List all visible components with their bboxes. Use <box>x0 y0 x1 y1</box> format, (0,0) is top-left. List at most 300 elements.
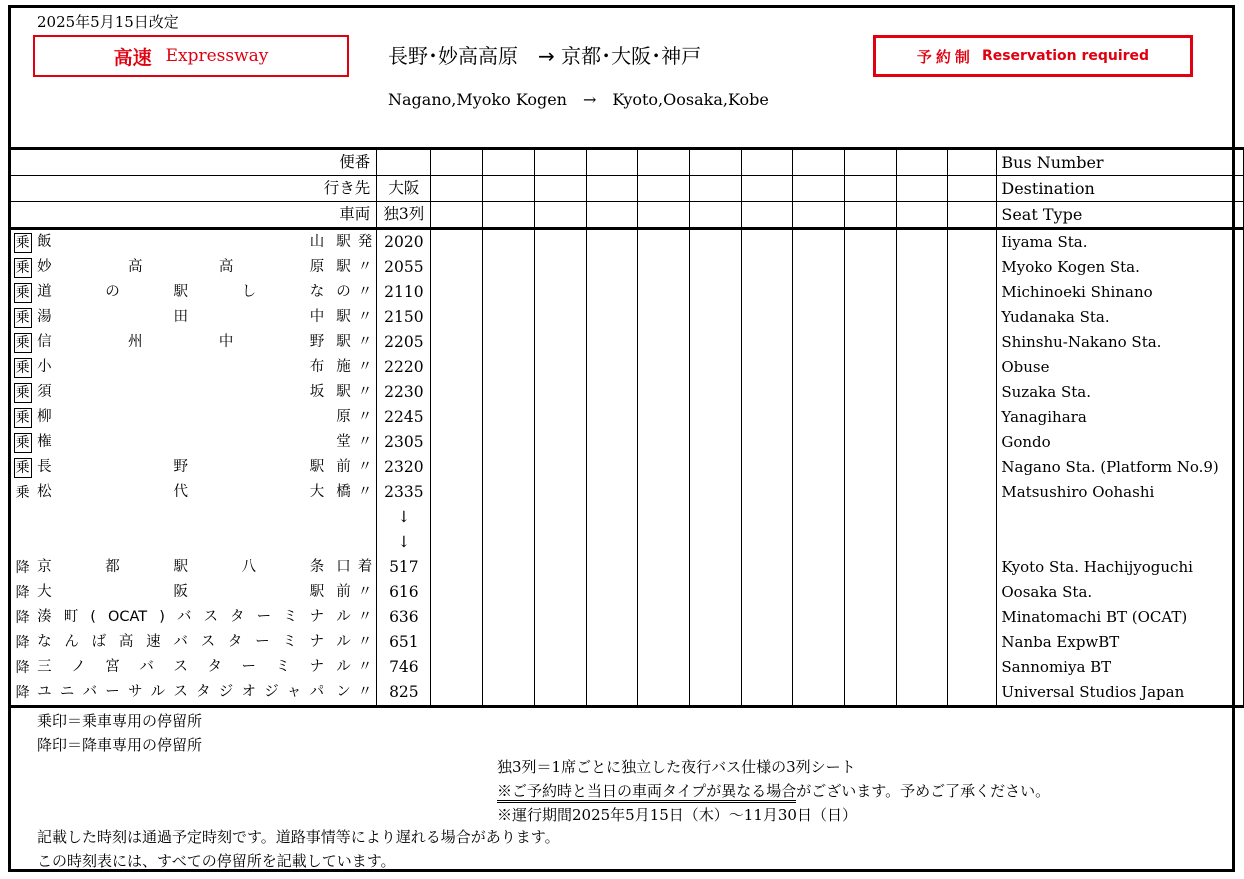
empty-cell <box>483 530 535 555</box>
empty-cell <box>896 530 948 555</box>
empty-cell <box>483 149 535 176</box>
stop-name-en <box>997 530 1244 555</box>
empty-cell <box>896 380 948 405</box>
empty-cell <box>741 530 793 555</box>
stop-name-char: 大 <box>309 484 325 501</box>
stop-name-char: 速 <box>146 634 161 651</box>
stop-row <box>11 555 1244 580</box>
empty-cell <box>948 405 997 430</box>
header-label-jp: 行き先 <box>11 176 377 202</box>
empty-cell <box>948 149 997 176</box>
stop-mark <box>11 655 35 680</box>
empty-cell <box>431 229 483 256</box>
empty-cell <box>689 480 741 505</box>
empty-cell <box>896 455 948 480</box>
stop-name-char: な <box>309 284 325 301</box>
stop-name-char: 駅 <box>309 584 325 601</box>
empty-cell <box>793 202 845 229</box>
stop-name-char: ノ <box>71 659 86 676</box>
empty-cell <box>534 176 586 202</box>
stop-time: 2020 <box>377 229 431 256</box>
stop-name-char: 柳 <box>37 409 52 426</box>
stop-name <box>34 680 377 707</box>
empty-cell <box>741 505 793 530</box>
empty-cell <box>431 405 483 430</box>
empty-cell <box>845 630 897 655</box>
empty-cell <box>483 405 535 430</box>
stop-name <box>34 405 377 430</box>
empty-cell <box>586 405 638 430</box>
empty-cell <box>948 680 997 707</box>
note-vehicle-warning <box>497 780 1050 801</box>
empty-cell <box>845 530 897 555</box>
stop-mark-text: 降 <box>15 684 30 701</box>
stop-time: 2305 <box>377 430 431 455</box>
stop-name-char: 高 <box>118 634 134 651</box>
empty-cell <box>483 280 535 305</box>
empty-cell <box>638 530 690 555</box>
stop-time: ↓ <box>377 530 431 555</box>
empty-cell <box>431 605 483 630</box>
empty-cell <box>431 280 483 305</box>
empty-cell <box>483 202 535 229</box>
stop-name-char: 妙 <box>37 259 52 276</box>
empty-cell <box>948 355 997 380</box>
stop-type-mark: 〃 <box>357 684 373 701</box>
empty-cell <box>483 330 535 355</box>
empty-cell <box>534 580 586 605</box>
empty-cell <box>948 176 997 202</box>
empty-cell <box>483 380 535 405</box>
empty-cell <box>431 480 483 505</box>
stop-mark-text: 乗 <box>15 359 30 376</box>
empty-cell <box>896 305 948 330</box>
stop-name <box>34 355 377 380</box>
stop-name-en: Suzaka Sta. <box>997 380 1244 405</box>
empty-cell <box>845 405 897 430</box>
empty-cell <box>741 149 793 176</box>
empty-cell <box>431 630 483 655</box>
empty-cell <box>431 580 483 605</box>
stop-mark <box>11 330 35 355</box>
stop-name <box>34 480 377 505</box>
empty-cell <box>586 605 638 630</box>
empty-cell <box>638 280 690 305</box>
empty-cell <box>948 580 997 605</box>
stop-name-char: ス <box>173 684 188 701</box>
empty-cell <box>586 530 638 555</box>
empty-cell <box>534 405 586 430</box>
stop-name-last-char: 口 <box>336 559 351 576</box>
stop-row <box>11 380 1244 405</box>
empty-cell <box>793 555 845 580</box>
empty-cell <box>586 149 638 176</box>
empty-cell <box>845 680 897 707</box>
stop-name-char: ー <box>256 609 272 626</box>
stop-name-en: Universal Studios Japan <box>997 680 1244 707</box>
empty-cell <box>896 655 948 680</box>
empty-cell <box>948 530 997 555</box>
empty-cell <box>638 202 690 229</box>
empty-cell <box>483 655 535 680</box>
stop-name <box>34 455 377 480</box>
stop-name-en: Iiyama Sta. <box>997 229 1244 256</box>
stop-type-mark: 着 <box>357 559 373 576</box>
stop-mark-text: 乗 <box>15 309 30 326</box>
empty-cell <box>741 176 793 202</box>
empty-cell <box>483 430 535 455</box>
empty-cell <box>845 380 897 405</box>
stop-row <box>11 480 1244 505</box>
empty-cell <box>638 305 690 330</box>
stop-name-char: 野 <box>173 459 188 476</box>
stop-name <box>34 605 377 630</box>
header-label-en: Destination <box>997 176 1244 202</box>
stop-name-char: 長 <box>37 459 52 476</box>
empty-cell <box>793 455 845 480</box>
stop-name-last-char: 施 <box>336 359 351 376</box>
empty-cell <box>948 630 997 655</box>
header-label-jp: 便番 <box>11 149 377 176</box>
empty-cell <box>638 455 690 480</box>
stop-mark-text: 乗 <box>15 434 30 451</box>
stop-name-en: Sannomiya BT <box>997 655 1244 680</box>
empty-cell <box>689 455 741 480</box>
revision-date: 2025年5月15日改定 <box>37 13 179 31</box>
stop-name-last-char: ル <box>336 634 351 651</box>
stop-name <box>34 530 377 555</box>
empty-cell <box>431 255 483 280</box>
empty-cell <box>534 655 586 680</box>
empty-cell <box>483 680 535 707</box>
stop-name-char: 飯 <box>37 234 52 251</box>
stop-type-mark: 〃 <box>357 609 373 626</box>
empty-cell <box>793 505 845 530</box>
stop-type-mark: 〃 <box>357 584 373 601</box>
route-title-en: Nagano,Myoko Kogen → Kyoto,Oosaka,Kobe <box>388 90 769 109</box>
empty-cell <box>483 505 535 530</box>
stop-name-char: 駅 <box>173 284 188 301</box>
header-label-jp: 車両 <box>11 202 377 229</box>
stop-name-char: 駅 <box>309 459 325 476</box>
header-row <box>11 202 1244 229</box>
stop-mark <box>11 480 35 505</box>
stop-name-en: Matsushiro Oohashi <box>997 480 1244 505</box>
empty-cell <box>948 255 997 280</box>
empty-cell <box>845 330 897 355</box>
stop-name <box>34 280 377 305</box>
reservation-label-en: Reservation required <box>981 48 1150 64</box>
stop-mark <box>11 305 35 330</box>
stop-name-last-char: ン <box>336 684 351 701</box>
stop-type-mark: 〃 <box>357 309 373 326</box>
empty-cell <box>638 505 690 530</box>
stop-row <box>11 355 1244 380</box>
stop-name-char: パ <box>309 684 325 701</box>
stop-mark-text: 乗 <box>15 234 30 251</box>
stop-name-last-char: 前 <box>336 459 351 476</box>
stop-name-char: バ <box>176 609 192 626</box>
stop-name-last-char: 前 <box>336 584 351 601</box>
stop-time: 2320 <box>377 455 431 480</box>
empty-cell <box>431 455 483 480</box>
empty-cell <box>741 255 793 280</box>
empty-cell <box>586 229 638 256</box>
stop-name-char: オ <box>241 684 256 701</box>
empty-cell <box>586 555 638 580</box>
empty-cell <box>586 305 638 330</box>
empty-cell <box>689 149 741 176</box>
empty-cell <box>689 505 741 530</box>
empty-cell <box>793 605 845 630</box>
empty-cell <box>689 202 741 229</box>
stop-name-char: 田 <box>173 309 188 326</box>
stop-name-char: ミ <box>282 634 297 651</box>
stop-mark-text: 乗 <box>15 459 30 476</box>
stop-name <box>34 430 377 455</box>
note-passing-times: 記載した時刻は通過予定時刻です。道路事情等により遅れる場合があります。 <box>37 828 560 846</box>
empty-cell <box>586 355 638 380</box>
stop-mark <box>11 580 35 605</box>
stop-row <box>11 530 1244 555</box>
stop-name-char: ジ <box>218 684 234 701</box>
empty-cell <box>948 605 997 630</box>
stop-mark-text: 降 <box>15 659 30 676</box>
empty-cell <box>845 176 897 202</box>
empty-cell <box>689 305 741 330</box>
stop-name-char: 条 <box>309 559 325 576</box>
stop-type-mark: 〃 <box>357 659 373 676</box>
stop-time: 2220 <box>377 355 431 380</box>
empty-cell <box>431 505 483 530</box>
empty-cell <box>586 380 638 405</box>
expressway-label-jp: 高速 <box>113 46 152 69</box>
empty-cell <box>638 229 690 256</box>
stop-name-char: ル <box>150 684 166 701</box>
stop-name-char: 中 <box>309 309 325 326</box>
stop-name-last-char: 駅 <box>336 334 351 351</box>
stop-name-char: 大 <box>37 584 52 601</box>
empty-cell <box>689 380 741 405</box>
empty-cell <box>793 655 845 680</box>
empty-cell <box>689 555 741 580</box>
stop-name-char: タ <box>196 684 211 701</box>
empty-cell <box>793 430 845 455</box>
empty-cell <box>741 555 793 580</box>
stop-name-last-char: 駅 <box>336 384 351 401</box>
note-alighting: 降印＝降車専用の停留所 <box>37 736 203 754</box>
stop-name-char: 八 <box>241 559 257 576</box>
stop-mark <box>11 455 35 480</box>
stop-name <box>34 229 377 256</box>
empty-cell <box>586 330 638 355</box>
empty-cell <box>741 655 793 680</box>
stop-name-char: ャ <box>286 684 302 701</box>
empty-cell <box>896 149 948 176</box>
stop-row <box>11 229 1244 256</box>
stop-time: 2055 <box>377 255 431 280</box>
empty-cell <box>638 380 690 405</box>
empty-cell <box>534 255 586 280</box>
stop-name-char: サ <box>127 684 143 701</box>
empty-cell <box>896 202 948 229</box>
stop-time: 746 <box>377 655 431 680</box>
stop-mark <box>11 380 35 405</box>
empty-cell <box>431 149 483 176</box>
empty-cell <box>845 505 897 530</box>
stop-name-char: し <box>241 284 257 301</box>
empty-cell <box>896 680 948 707</box>
stop-mark-text: 乗 <box>15 484 30 501</box>
stop-type-mark: 〃 <box>357 334 373 351</box>
empty-cell <box>483 580 535 605</box>
stop-time: 825 <box>377 680 431 707</box>
empty-cell <box>845 555 897 580</box>
empty-cell <box>534 455 586 480</box>
stop-mark <box>11 405 35 430</box>
empty-cell <box>431 555 483 580</box>
empty-cell <box>793 355 845 380</box>
stop-name <box>34 305 377 330</box>
stop-mark <box>11 355 35 380</box>
stop-name-char: ー <box>255 634 270 651</box>
empty-cell <box>845 580 897 605</box>
empty-cell <box>689 176 741 202</box>
stop-row <box>11 405 1244 430</box>
stop-name-en: Oosaka Sta. <box>997 580 1244 605</box>
empty-cell <box>534 229 586 256</box>
stop-name-char: 都 <box>105 559 120 576</box>
empty-cell <box>793 480 845 505</box>
stop-name-en: Gondo <box>997 430 1244 455</box>
empty-cell <box>534 505 586 530</box>
empty-cell <box>948 280 997 305</box>
stop-row <box>11 505 1244 530</box>
stop-mark-text: 降 <box>15 559 30 576</box>
empty-cell <box>896 480 948 505</box>
empty-cell <box>638 430 690 455</box>
empty-cell <box>948 229 997 256</box>
empty-cell <box>948 655 997 680</box>
stop-name-en: Nagano Sta. (Platform No.9) <box>997 455 1244 480</box>
stop-mark <box>11 505 35 530</box>
empty-cell <box>689 630 741 655</box>
stop-name-char: 駅 <box>173 559 188 576</box>
stop-name-char: 湊 <box>37 609 52 626</box>
empty-cell <box>638 176 690 202</box>
empty-cell <box>431 176 483 202</box>
reservation-badge <box>873 35 1193 77</box>
stop-mark-text: 乗 <box>15 259 30 276</box>
empty-cell <box>586 280 638 305</box>
stop-name-last-char: ル <box>336 659 351 676</box>
stop-mark-text: 乗 <box>15 409 30 426</box>
stop-name-char: ー <box>105 684 120 701</box>
empty-cell <box>534 555 586 580</box>
empty-cell <box>689 355 741 380</box>
empty-cell <box>431 655 483 680</box>
empty-cell <box>638 355 690 380</box>
stop-type-mark: 〃 <box>357 459 373 476</box>
empty-cell <box>896 229 948 256</box>
stop-time: 2230 <box>377 380 431 405</box>
stop-name-char: な <box>37 634 52 651</box>
header-value: 大阪 <box>377 176 431 202</box>
header-value <box>377 149 431 176</box>
stop-name-en: Yudanaka Sta. <box>997 305 1244 330</box>
stop-name-char: 三 <box>37 659 52 676</box>
empty-cell <box>483 255 535 280</box>
empty-cell <box>793 305 845 330</box>
empty-cell <box>896 430 948 455</box>
empty-cell <box>586 176 638 202</box>
empty-cell <box>948 380 997 405</box>
empty-cell <box>534 280 586 305</box>
empty-cell <box>431 330 483 355</box>
stop-time: 616 <box>377 580 431 605</box>
empty-cell <box>586 680 638 707</box>
empty-cell <box>483 605 535 630</box>
empty-cell <box>896 580 948 605</box>
stop-mark-text: 乗 <box>15 284 30 301</box>
empty-cell <box>638 680 690 707</box>
stop-name-char: バ <box>139 659 154 676</box>
stop-name-char: タ <box>227 634 243 651</box>
header-row <box>11 176 1244 202</box>
stop-name-en: Nanba ExpwBT <box>997 630 1244 655</box>
stop-name-char: 阪 <box>173 584 188 601</box>
stop-name-char: 州 <box>128 334 143 351</box>
stop-time: 517 <box>377 555 431 580</box>
stop-name-char: の <box>105 284 120 301</box>
empty-cell <box>431 202 483 229</box>
stop-name-char: 中 <box>218 334 234 351</box>
empty-cell <box>793 680 845 707</box>
empty-cell <box>431 680 483 707</box>
stop-mark-text: 降 <box>15 609 30 626</box>
stop-row <box>11 280 1244 305</box>
empty-cell <box>638 330 690 355</box>
stop-type-mark: 〃 <box>357 284 373 301</box>
stop-time: 636 <box>377 605 431 630</box>
stop-name-char: OCAT <box>107 609 148 626</box>
empty-cell <box>483 355 535 380</box>
empty-cell <box>534 605 586 630</box>
stop-name-char: 高 <box>128 259 143 276</box>
empty-cell <box>638 605 690 630</box>
empty-cell <box>741 480 793 505</box>
stop-name-char: 山 <box>309 234 325 251</box>
header-label-en: Seat Type <box>997 202 1244 229</box>
stop-name-char: ん <box>64 634 79 651</box>
stop-type-mark: 〃 <box>357 484 373 501</box>
stop-name-char: ナ <box>309 634 325 651</box>
stop-row <box>11 605 1244 630</box>
empty-cell <box>845 229 897 256</box>
empty-cell <box>741 605 793 630</box>
empty-cell <box>948 202 997 229</box>
empty-cell <box>431 530 483 555</box>
stop-name-char: 須 <box>37 384 52 401</box>
stop-name-en: Myoko Kogen Sta. <box>997 255 1244 280</box>
empty-cell <box>638 405 690 430</box>
empty-cell <box>689 280 741 305</box>
empty-cell <box>896 630 948 655</box>
note-operation-period: ※運行期間2025年5月15日（木）～11月30日（日） <box>497 806 857 824</box>
stop-name-char: ば <box>91 634 107 651</box>
empty-cell <box>948 480 997 505</box>
empty-cell <box>586 580 638 605</box>
